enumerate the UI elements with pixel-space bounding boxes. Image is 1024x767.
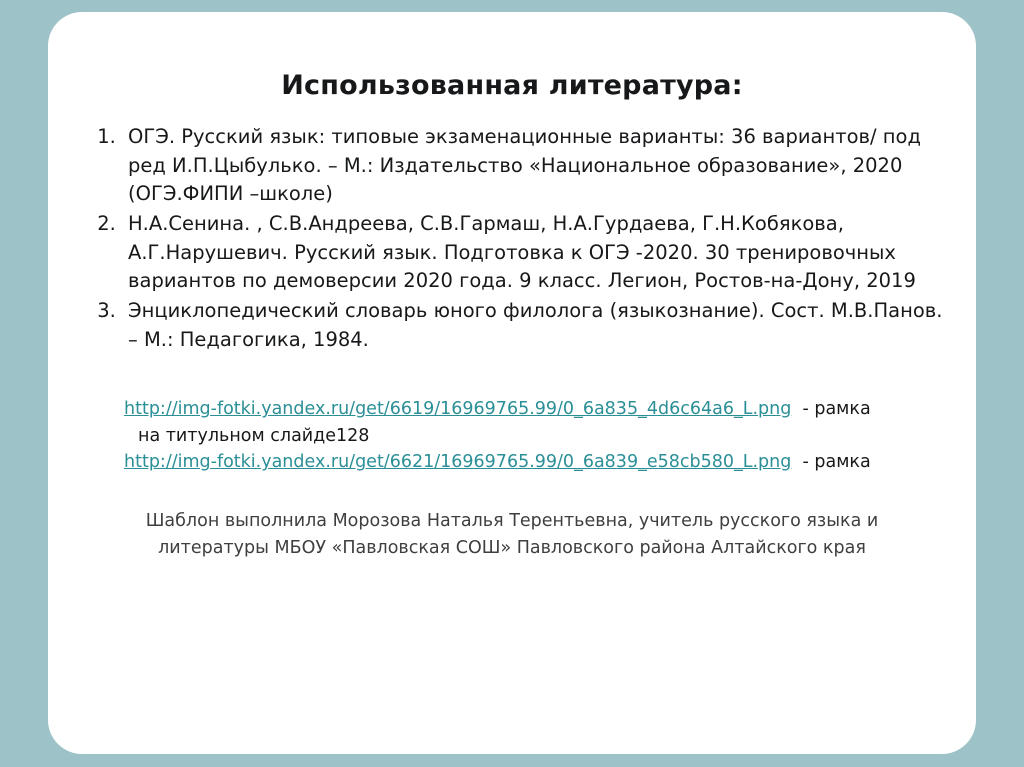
link-caption-1 <box>791 399 802 419</box>
link-note-1: на титульном слайде128 <box>138 425 370 446</box>
template-credit: Шаблон выполнила Морозова Наталья Терентьевна, учитель русского языка и литературы МБОУ «Павловская СОШ» Павловского района Алтайского края <box>145 511 879 559</box>
list-item: 1. ОГЭ. Русский язык: типовые экзаменационные варианты: 36 вариантов/ под ред И.П.Цыбулько. – М.: Издательство «Национальное образование», 2020 (ОГЭ.ФИПИ –школе) <box>122 123 950 209</box>
link-row <box>124 449 944 476</box>
references-list <box>70 123 954 354</box>
link-caption-1-text: - рамка <box>802 399 871 420</box>
image-source-link-1[interactable]: http://img-fotki.yandex.ru/get/6619/16969765.99/0_6a835_4d6c64a6_L.png <box>124 399 792 420</box>
link-caption-2-text: - рамка <box>802 452 871 473</box>
list-item: 3. Энциклопедический словарь юного филолога (языкознание). Сост. М.В.Панов. – М.: Педагогика, 1984. <box>122 297 950 354</box>
link-caption-2 <box>791 452 802 472</box>
image-source-link-2[interactable]: http://img-fotki.yandex.ru/get/6621/16969765.99/0_6a839_e58cb580_L.png <box>124 452 792 473</box>
page-title: Использованная литература: <box>281 70 743 101</box>
slide-card <box>48 12 976 754</box>
list-item: 2. Н.А.Сенина. , С.В.Андреева, С.В.Гармаш, Н.А.Гурдаева, Г.Н.Кобякова, А.Г.Нарушевич. Русский язык. Подготовка к ОГЭ -2020. 30 тренировочных вариантов по демоверсии 2020 года. 9 класс. Легион, Ростов-на-Дону, 2019 <box>122 210 950 296</box>
slide-content <box>48 12 976 562</box>
link-row <box>124 396 944 423</box>
source-links <box>70 396 954 476</box>
